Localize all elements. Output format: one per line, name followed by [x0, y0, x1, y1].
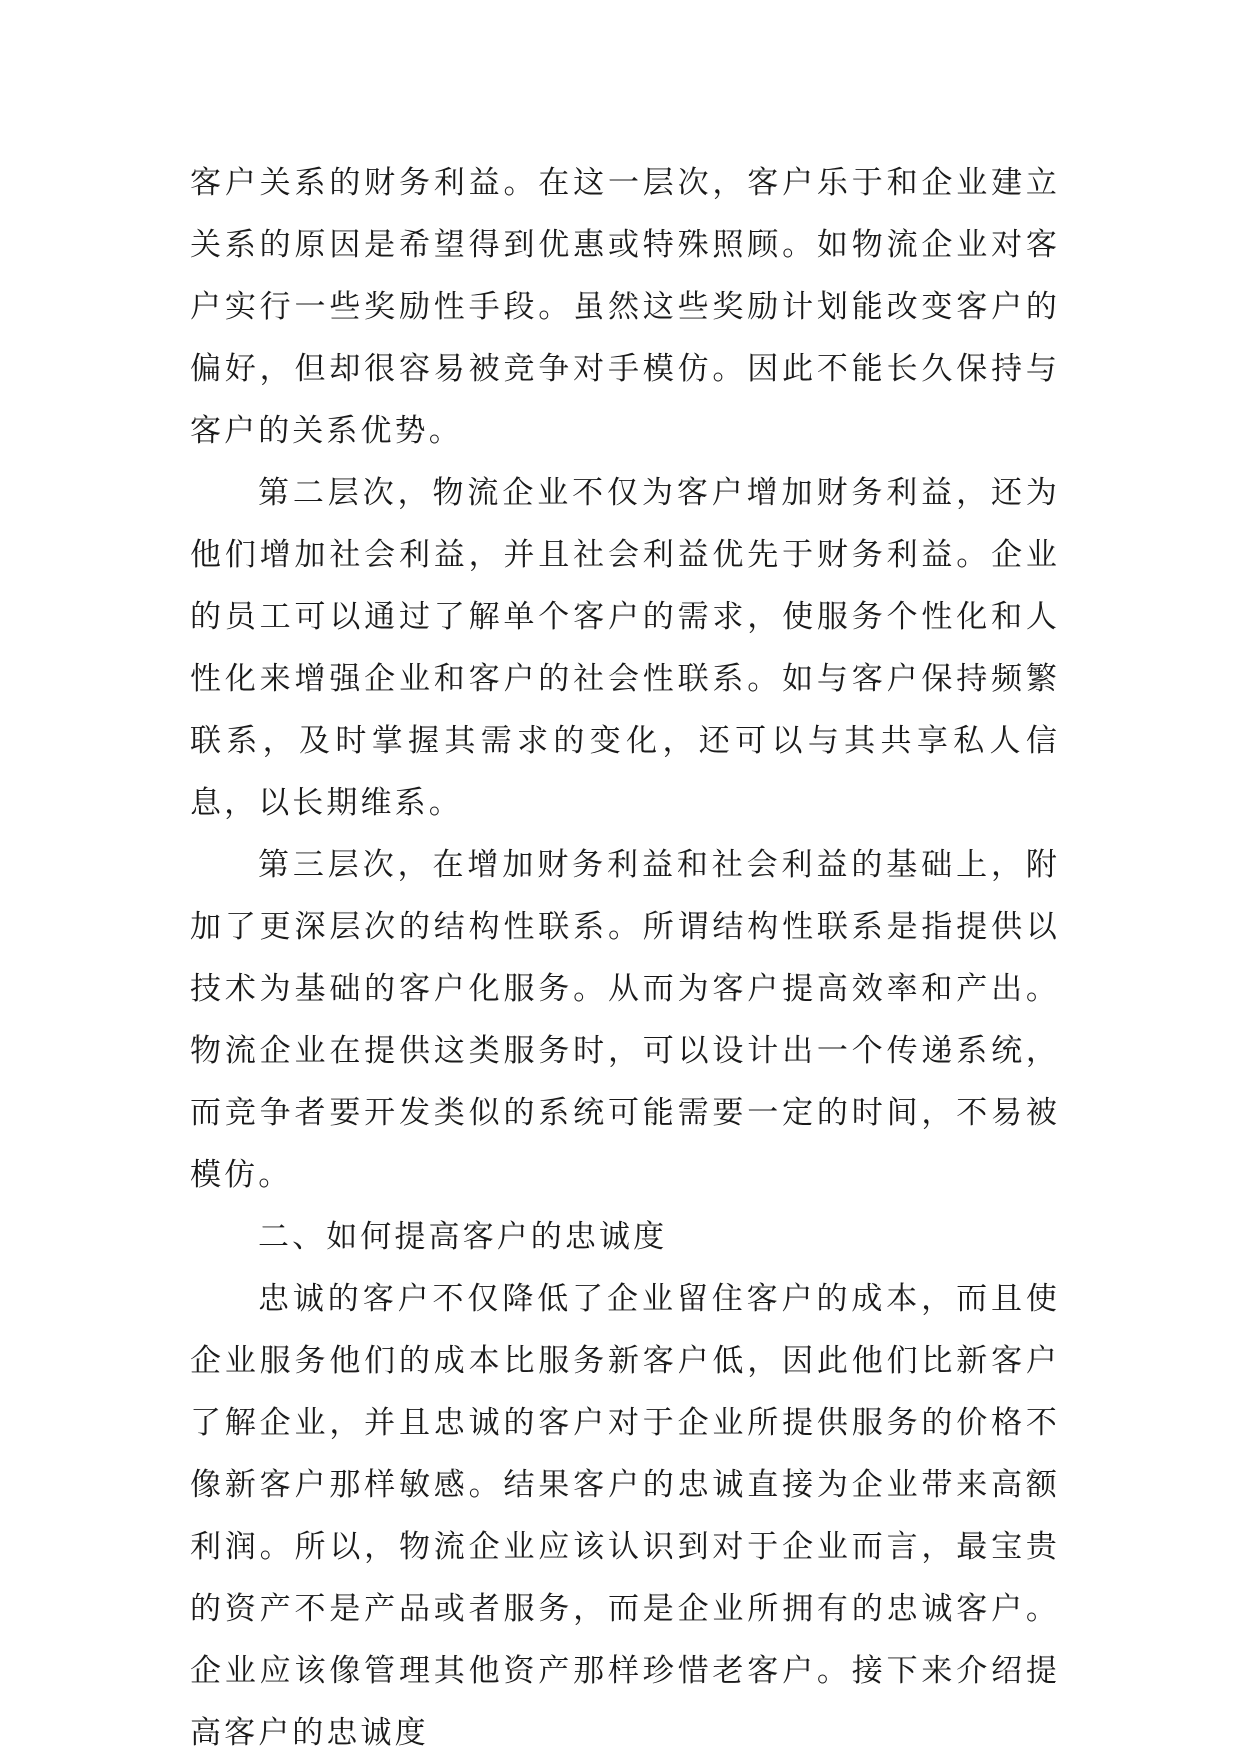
- paragraph-loyal-customers: 忠诚的客户不仅降低了企业留住客户的成本，而且使企业服务他们的成本比服务新客户低，因此他们比新客户了解企业，并且忠诚的客户对于企业所提供服务的价格不像新客户那样敏感。结果客户的忠诚直接为企业带来高额利润。所以，物流企业应该认识到对于企业而言，最宝贵的资产不是产品或者服务，而是企业所拥有的忠诚客户。企业应该像管理其他资产那样珍惜老客户。接下来介绍提高客户的忠诚度: [190, 1281, 1060, 1751]
- document-body: [190, 152, 1060, 1764]
- paragraph-third-level: 第三层次，在增加财务利益和社会利益的基础上，附加了更深层次的结构性联系。所谓结构性联系是指提供以技术为基础的客户化服务。从而为客户提高效率和产出。物流企业在提供这类服务时，可以设计出一个传递系统，而竞争者要开发类似的系统可能需要一定的时间，不易被模仿。: [190, 847, 1060, 1193]
- paragraph-second-level: 第二层次，物流企业不仅为客户增加财务利益，还为他们增加社会利益，并且社会利益优先于财务利益。企业的员工可以通过了解单个客户的需求，使服务个性化和人性化来增强企业和客户的社会性联系。如与客户保持频繁联系，及时掌握其需求的变化，还可以与其共享私人信息，以长期维系。: [190, 475, 1060, 821]
- section-heading-customer-loyalty: 二、如何提高客户的忠诚度: [258, 1219, 668, 1255]
- paragraph-financial-benefits: 客户关系的财务利益。在这一层次，客户乐于和企业建立关系的原因是希望得到优惠或特殊照顾。如物流企业对客户实行一些奖励性手段。虽然这些奖励计划能改变客户的偏好，但却很容易被竞争对手模仿。因此不能长久保持与客户的关系优势。: [190, 165, 1060, 449]
